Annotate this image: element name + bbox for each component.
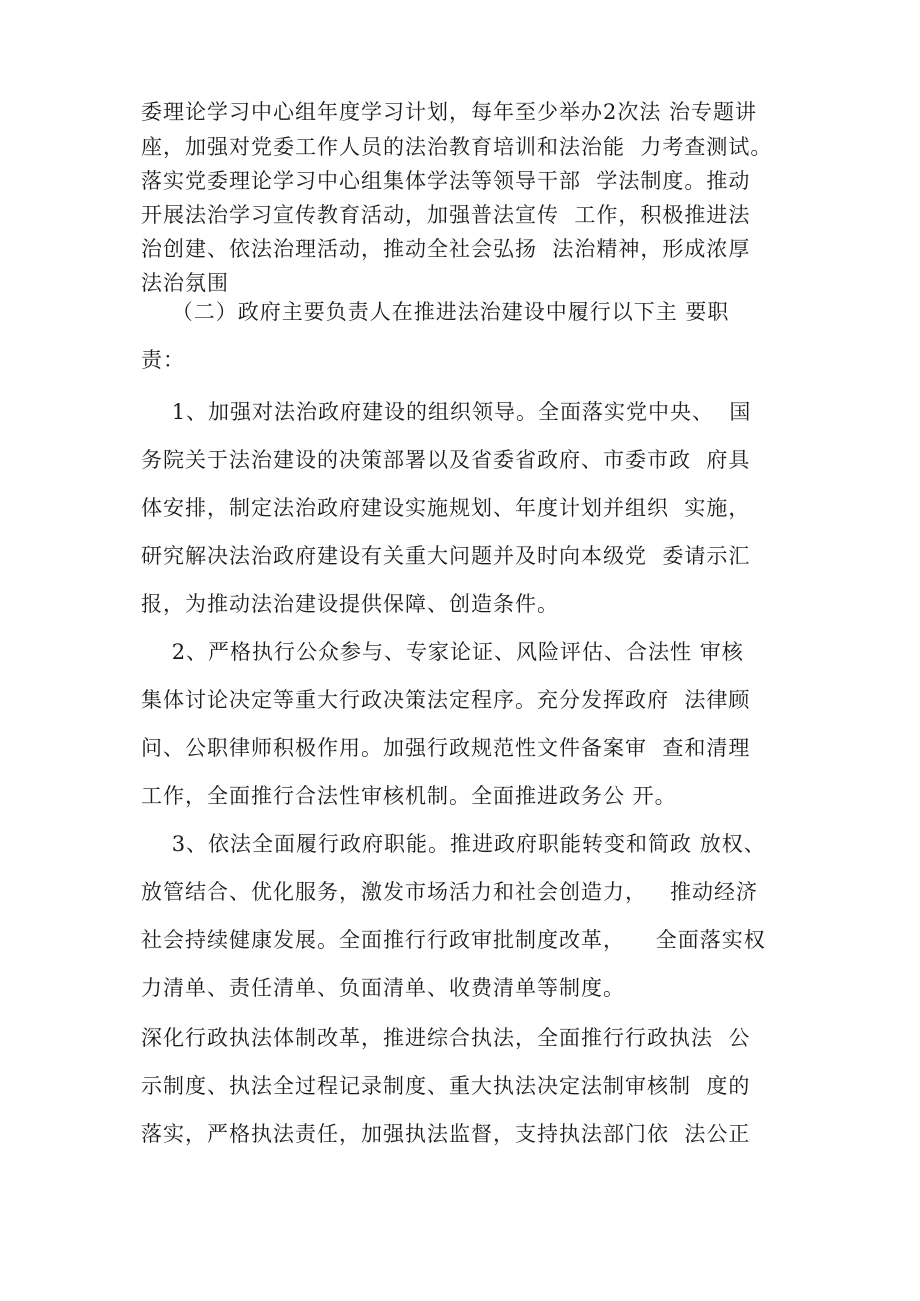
section-heading-line: 责：: [141, 348, 185, 372]
text-line: 研究解决法治政府建设有关重大问题并及时向本级党 委请示汇: [141, 544, 751, 568]
text-line: 委理论学习中心组年度学习计划，每年至少举办2次法 治专题讲: [141, 100, 758, 124]
section-heading-line: （二）政府主要负责人在推进法治建设中履行以下主 要职: [141, 300, 730, 324]
text-line: 报，为推动法治建设提供保障、创造条件。: [141, 592, 559, 616]
text-line: 力清单、责任清单、负面清单、收费清单等制度。: [141, 976, 625, 1000]
text-line: 开展法治学习宣传教育活动，加强普法宣传 工作，积极推进法: [141, 203, 751, 227]
text-line: 放管结合、优化服务，激发市场活力和社会创造力， 推动经济: [141, 880, 759, 904]
text-line: 集体讨论决定等重大行政决策法定程序。充分发挥政府 法律顾: [141, 688, 751, 712]
text-line: 社会持续健康发展。全面推行行政审批制度改革， 全面落实权: [141, 928, 766, 952]
text-line: 落实，严格执法责任，加强执法监督，支持执法部门依 法公正: [141, 1122, 751, 1146]
text-line: 务院关于法治建设的决策部署以及省委省政府、市委市政 府具: [141, 448, 751, 472]
text-line: 工作，全面推行合法性审核机制。全面推进政务公 开。: [141, 784, 677, 808]
text-line: 座，加强对党委工作人员的法治教育培训和法治能 力考查测试。: [141, 135, 773, 159]
text-line: 体安排，制定法治政府建设实施规划、年度计划并组织 实施，: [141, 496, 751, 520]
text-line: 示制度、执法全过程记录制度、重大执法决定法制审核制 度的: [141, 1074, 751, 1098]
text-line: 治创建、依法治理活动，推动全社会弘扬 法治精神，形成浓厚: [141, 237, 751, 261]
text-line: 2、严格执行公众参与、专家论证、风险评估、合法性 审核: [141, 640, 744, 664]
text-line: 法治氛围: [141, 271, 229, 295]
text-line: 落实党委理论学习中心组集体学法等领导干部 学法制度。推动: [141, 169, 751, 193]
text-line: 1、加强对法治政府建设的组织领导。全面落实党中央、 国: [141, 400, 752, 424]
text-line: 3、依法全面履行政府职能。推进政府职能转变和简政 放权、: [141, 832, 766, 856]
text-line: 问、公职律师积极作用。加强行政规范性文件备案审 查和清理: [141, 736, 751, 760]
text-line: 深化行政执法体制改革，推进综合执法，全面推行行政执法 公: [141, 1026, 751, 1050]
